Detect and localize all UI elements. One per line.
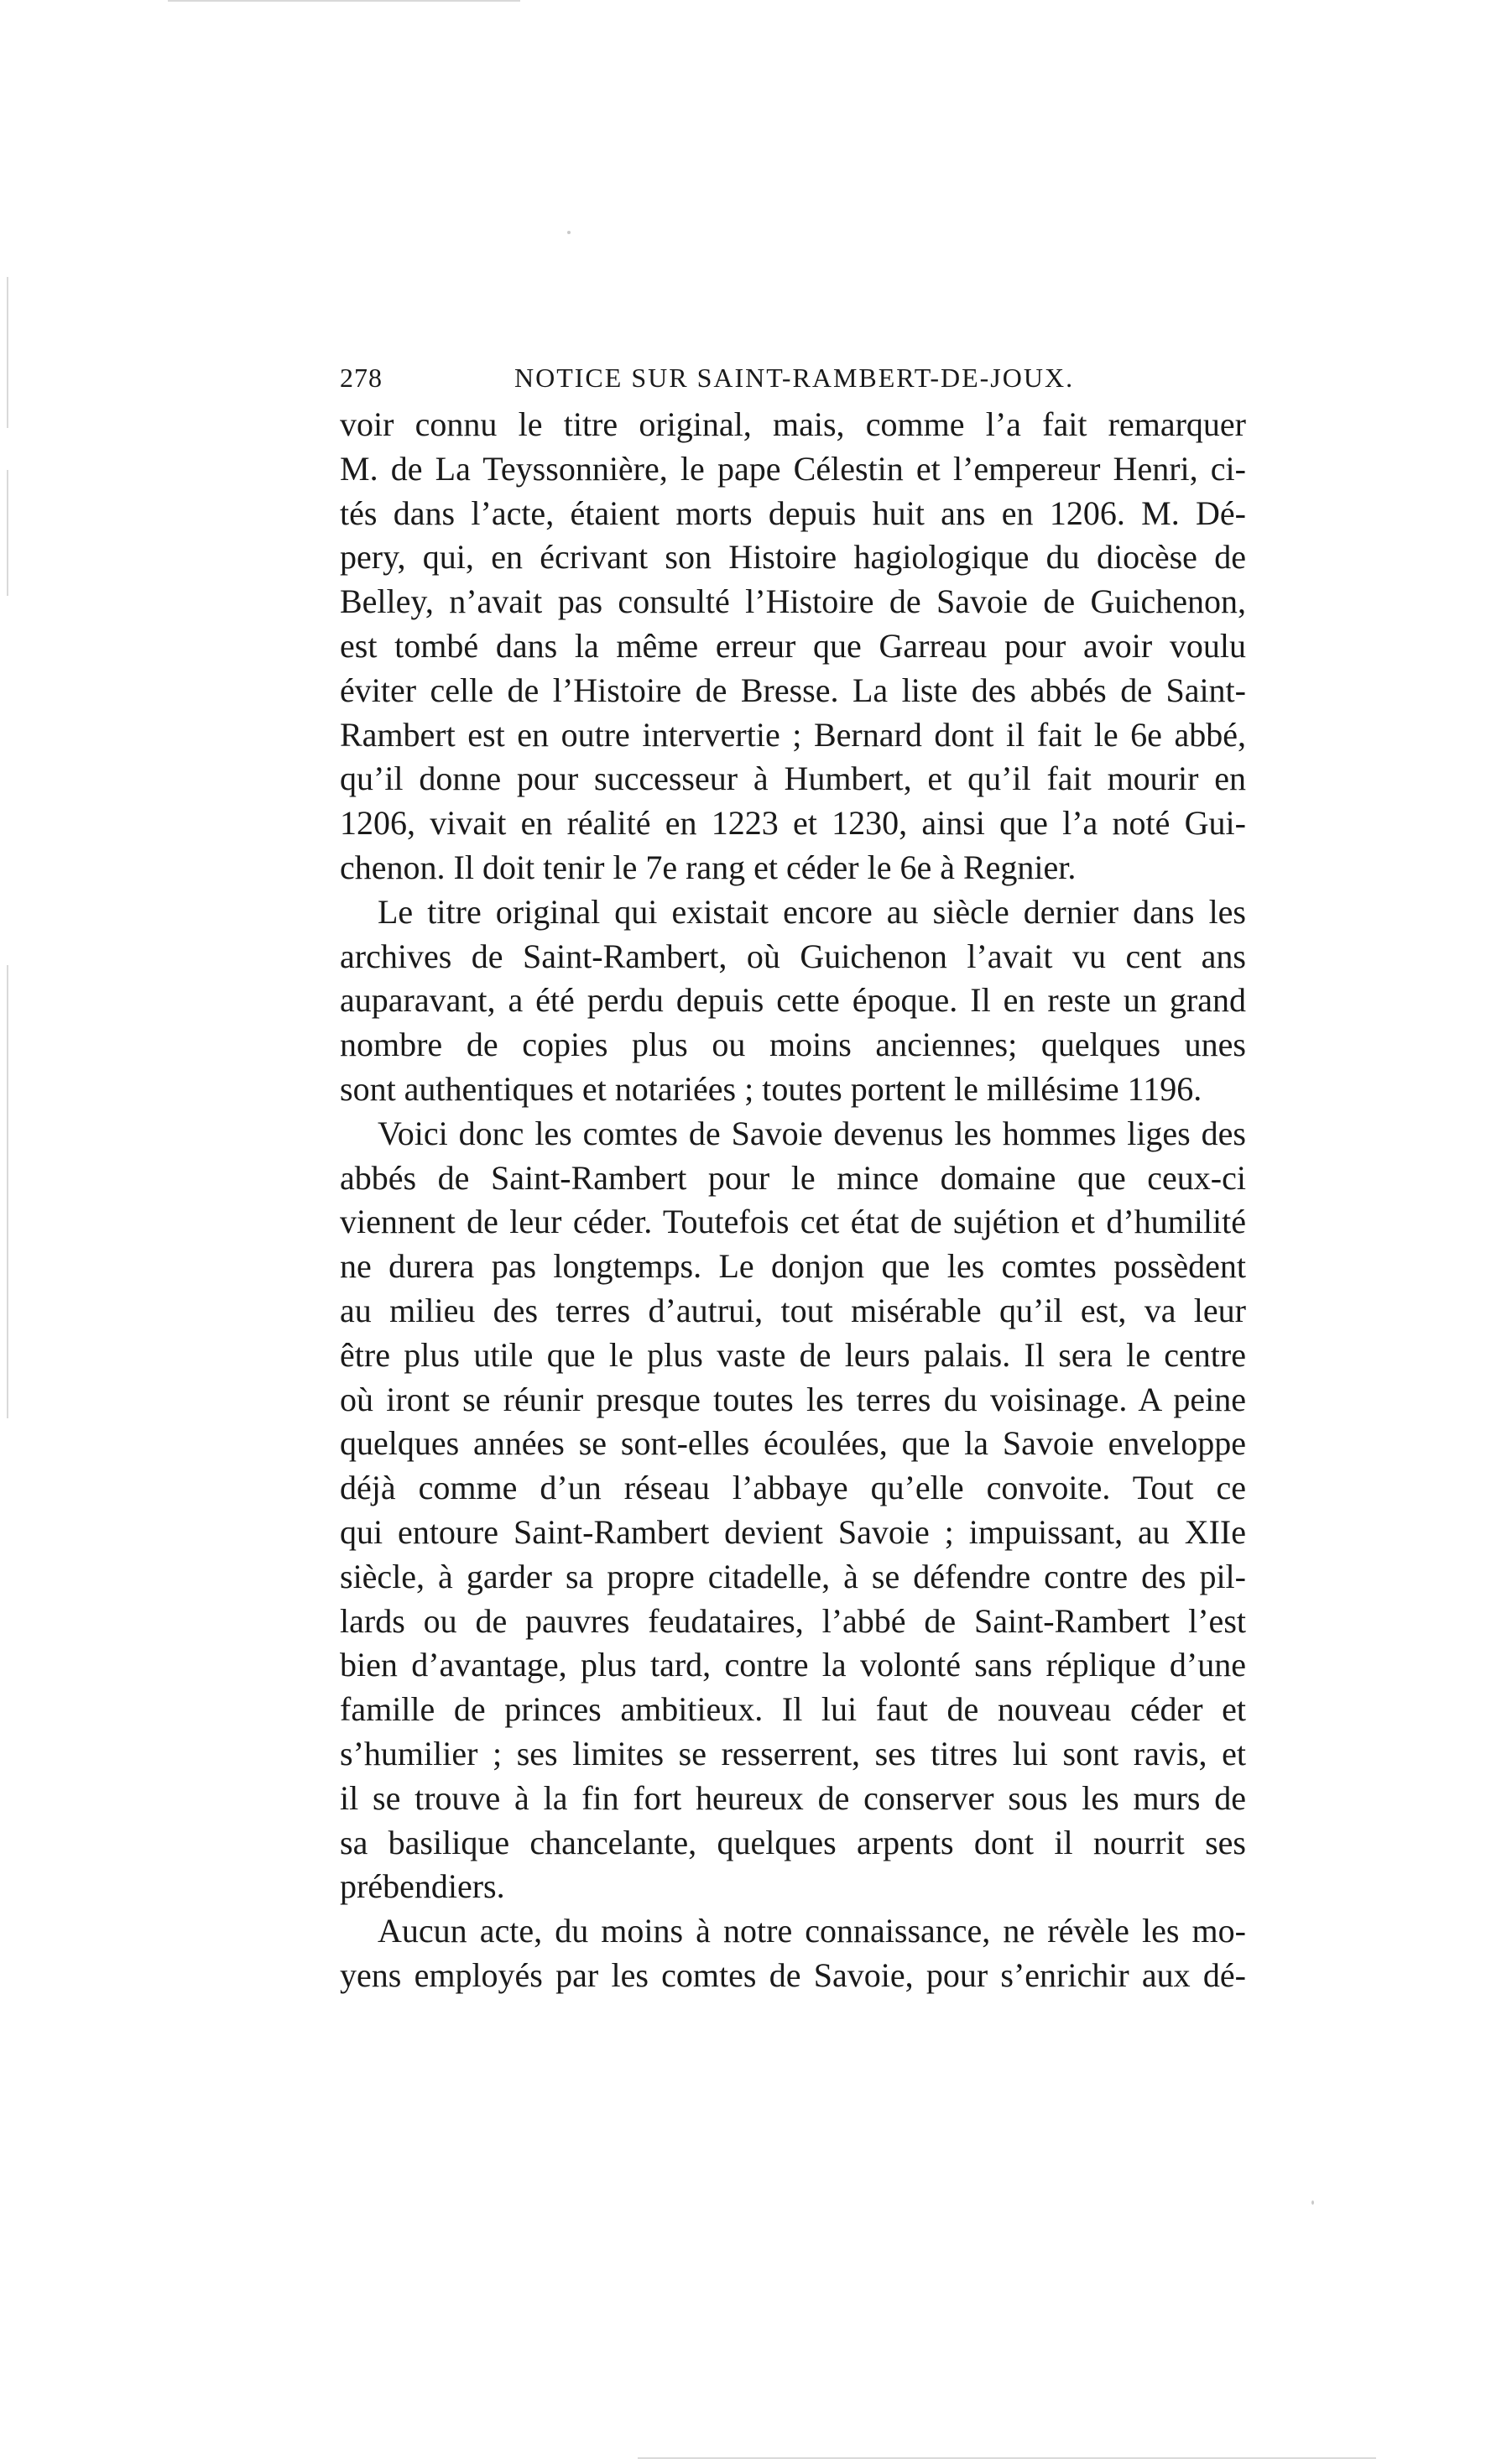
text-line: Aucun acte, du moins à notre connaissance, ne révèle les mo- <box>378 1912 1246 1950</box>
text-line: auparavant, a été perdu depuis cette époque. Il en reste un grand <box>340 981 1246 1020</box>
text-line: 1206, vivait en réalité en 1223 et 1230, ainsi que l’a noté Gui- <box>340 804 1246 843</box>
text-line: lards ou de pauvres feudataires, l’abbé de Saint-Rambert l’est <box>340 1601 1246 1640</box>
text-line: famille de princes ambitieux. Il lui faut de nouveau céder et <box>340 1690 1246 1729</box>
scan-edge-bottom <box>638 2457 1376 2459</box>
scan-dot <box>1311 2200 1314 2205</box>
body-text <box>340 403 1246 1998</box>
text-line: qui entoure Saint-Rambert devient Savoie ; impuissant, au XIIe <box>340 1512 1246 1551</box>
text-line: tés dans l’acte, étaient morts depuis huit ans en 1206. M. Dé- <box>340 493 1246 532</box>
text-line: viennent de leur céder. Toutefois cet état de sujétion et d’humilité <box>340 1203 1246 1241</box>
scan-edge-left-3 <box>7 965 8 1418</box>
text-line: prébendiers. <box>340 1867 505 1906</box>
text-line: M. de La Teyssonnière, le pape Célestin et l’empereur Henri, ci- <box>340 449 1246 488</box>
scan-dot <box>567 231 571 234</box>
text-line: siècle, à garder sa propre citadelle, à se défendre contre des pil- <box>340 1557 1246 1595</box>
text-line: pery, qui, en écrivant son Histoire hagiologique du diocèse de <box>340 538 1246 577</box>
running-head <box>340 363 1179 406</box>
running-head-title: NOTICE SUR SAINT-RAMBERT-DE-JOUX. <box>514 363 1075 393</box>
text-line: nombre de copies plus ou moins anciennes; quelques unes <box>340 1026 1246 1064</box>
page-number: 278 <box>340 363 383 393</box>
text-line: archives de Saint-Rambert, où Guichenon l’avait vu cent ans <box>340 937 1246 975</box>
text-line: abbés de Saint-Rambert pour le mince domaine que ceux-ci <box>340 1158 1246 1197</box>
text-line: quelques années se sont-elles écoulées, que la Savoie enveloppe <box>340 1424 1246 1463</box>
text-line: ne durera pas longtemps. Le donjon que les comtes possèdent <box>340 1247 1246 1286</box>
scan-edge-left-2 <box>7 470 8 596</box>
text-line: éviter celle de l’Histoire de Bresse. La liste des abbés de Saint- <box>340 671 1246 709</box>
text-line: Voici donc les comtes de Savoie devenus les hommes liges des <box>378 1114 1246 1152</box>
text-line: voir connu le titre original, mais, comme l’a fait remarquer <box>340 405 1246 443</box>
text-line: déjà comme d’un réseau l’abbaye qu’elle convoite. Tout ce <box>340 1469 1246 1507</box>
text-line: qu’il donne pour successeur à Humbert, et qu’il fait mourir en <box>340 760 1246 798</box>
text-line: sont authentiques et notariées ; toutes portent le millésime 1196. <box>340 1069 1202 1108</box>
text-line: où iront se réunir presque toutes les terres du voisinage. A peine <box>340 1380 1246 1418</box>
text-line: au milieu des terres d’autrui, tout misérable qu’il est, va leur <box>340 1291 1246 1329</box>
text-line: yens employés par les comtes de Savoie, pour s’enrichir aux dé- <box>340 1955 1246 1994</box>
text-line: bien d’avantage, plus tard, contre la volonté sans réplique d’une <box>340 1646 1246 1684</box>
text-line: être plus utile que le plus vaste de leurs palais. Il sera le centre <box>340 1335 1246 1374</box>
text-line: il se trouve à la fin fort heureux de conserver sous les murs de <box>340 1778 1246 1817</box>
text-line: chenon. Il doit tenir le 7e rang et céder le 6e à Regnier. <box>340 848 1077 886</box>
text-line: Belley, n’avait pas consulté l’Histoire de Savoie de Guichenon, <box>340 582 1246 621</box>
text-line: est tombé dans la même erreur que Garreau pour avoir voulu <box>340 626 1246 665</box>
text-line: sa basilique chancelante, quelques arpents dont il nourrit ses <box>340 1823 1246 1861</box>
text-line: Rambert est en outre intervertie ; Bernard dont il fait le 6e abbé, <box>340 715 1246 754</box>
text-line: Le titre original qui existait encore au siècle dernier dans les <box>378 892 1246 931</box>
scan-edge-top <box>168 0 520 2</box>
text-line: s’humilier ; ses limites se resserrent, ses titres lui sont ravis, et <box>340 1734 1246 1772</box>
scan-edge-left-1 <box>7 277 8 428</box>
